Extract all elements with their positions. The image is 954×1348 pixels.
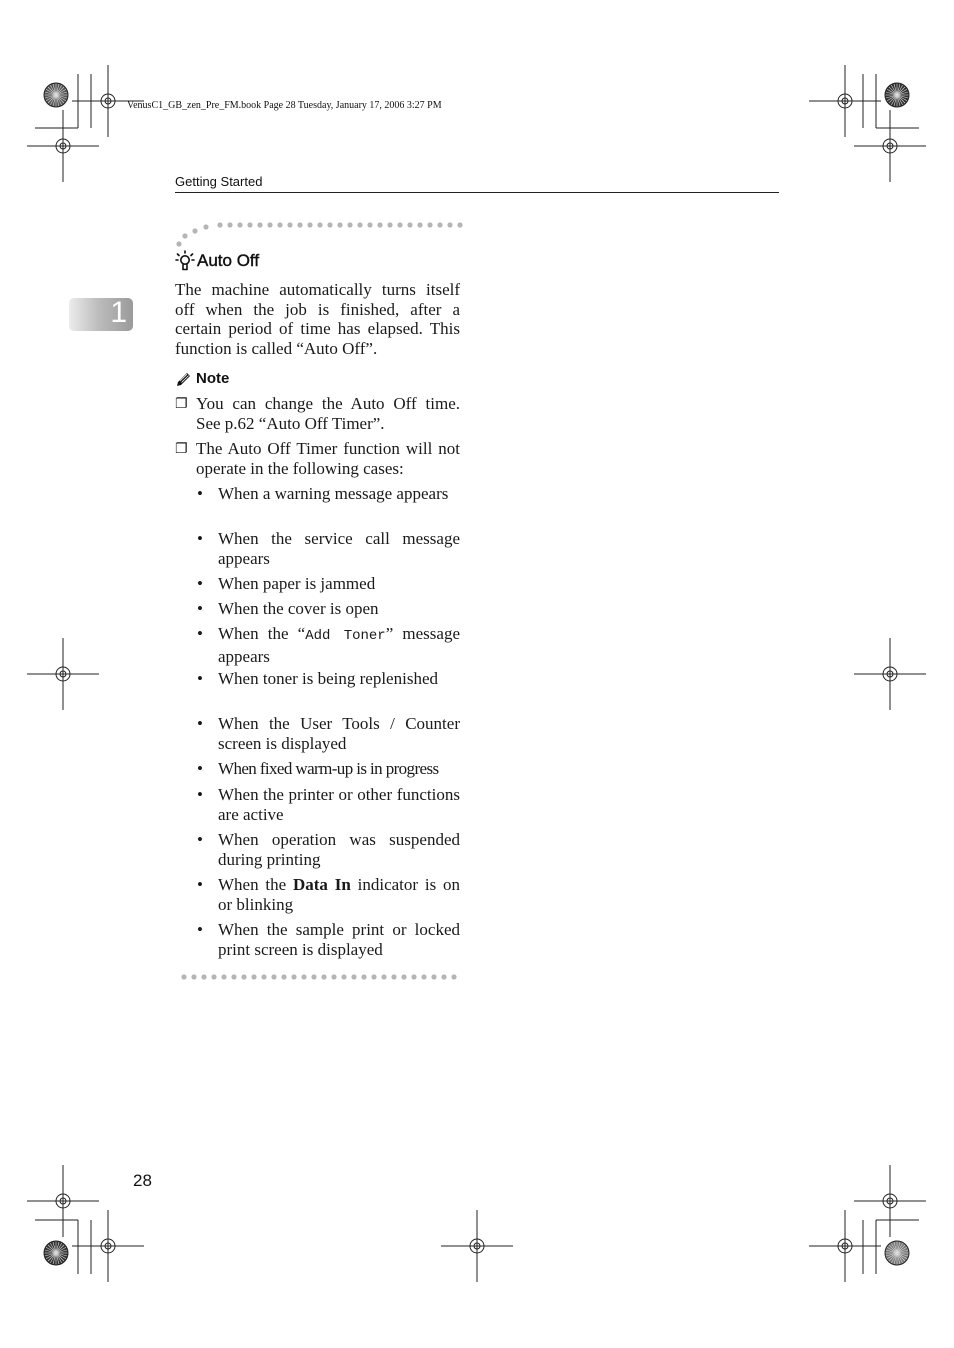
crosshair-mark (27, 110, 99, 182)
bullet-icon: • (197, 785, 203, 804)
header-rule (175, 192, 779, 193)
crosshair-mark (809, 1210, 881, 1282)
border-dot (441, 974, 446, 979)
border-dot (397, 222, 402, 227)
border-dot (267, 222, 272, 227)
border-dot (201, 974, 206, 979)
list-item (197, 785, 460, 824)
tip-title: Auto Off (197, 251, 260, 270)
border-dot (447, 222, 452, 227)
crosshair-mark (809, 65, 881, 137)
border-dot (431, 974, 436, 979)
border-dot (387, 222, 392, 227)
page-number: 28 (133, 1171, 152, 1190)
border-dot (457, 222, 462, 227)
border-dot (321, 974, 326, 979)
bullet-icon: • (197, 624, 203, 643)
indicator-name: Data In (292, 875, 351, 894)
list-item-text: When the service call message appears (218, 529, 460, 568)
list-item (197, 624, 460, 666)
border-dot (227, 222, 232, 227)
tip-paragraph: The machine automatically turns itself off when the job is finished, after a certain period of time has elapsed. This function is called “Auto Off”. (175, 280, 460, 358)
note-item (175, 394, 460, 433)
crosshair-mark (854, 638, 926, 710)
list-item-text: When operation was suspended during printing (218, 830, 460, 869)
border-dot (192, 228, 197, 233)
list-item (197, 714, 460, 753)
note-title: Note (196, 370, 230, 387)
border-dot (317, 222, 322, 227)
border-dot (217, 222, 222, 227)
note-heading (175, 370, 229, 387)
border-dot (381, 974, 386, 979)
list-item (197, 920, 460, 959)
list-item (197, 529, 460, 568)
pencil-icon (175, 371, 193, 387)
chapter-tab (69, 298, 133, 331)
note-item-text: The Auto Off Timer function will not operate in the following cases: (196, 439, 460, 478)
border-dot (237, 222, 242, 227)
list-item-text: When the Data In indicator is on or blinking (218, 875, 461, 914)
crosshair-mark (854, 1165, 926, 1237)
bullet-icon: • (197, 669, 203, 688)
border-dot (417, 222, 422, 227)
bullet-icon: • (197, 759, 203, 778)
list-item (197, 484, 460, 504)
bullet-icon: • (197, 599, 203, 618)
border-dot (211, 974, 216, 979)
bullet-icon: • (197, 830, 203, 849)
border-dot (421, 974, 426, 979)
border-dot (327, 222, 332, 227)
border-dot (437, 222, 442, 227)
note-item-text: You can change the Auto Off time. See p.62 “Auto Off Timer”. (196, 394, 460, 433)
note-item (175, 439, 460, 478)
list-item (197, 875, 460, 914)
checkbox-marker-icon: ❐ (175, 396, 188, 412)
border-dot (427, 222, 432, 227)
border-dot (411, 974, 416, 979)
border-dot (341, 974, 346, 979)
border-dot (367, 222, 372, 227)
border-dot (271, 974, 276, 979)
border-dot (451, 974, 456, 979)
border-dot (182, 233, 187, 238)
rosette-mark (885, 1241, 909, 1265)
rosette-mark (44, 1241, 68, 1265)
crosshair-mark (27, 638, 99, 710)
border-dot (407, 222, 412, 227)
border-dot (337, 222, 342, 227)
border-dot (261, 974, 266, 979)
border-dot (241, 974, 246, 979)
list-item-text: When the sample print or locked print screen is displayed (218, 920, 460, 959)
border-dot (257, 222, 262, 227)
list-item-text: When fixed warm-up is in progress (218, 759, 439, 778)
border-dot (357, 222, 362, 227)
bullet-icon: • (197, 484, 203, 503)
running-header-title: Getting Started (175, 174, 263, 189)
list-item (197, 669, 460, 689)
list-item (197, 759, 460, 779)
crosshair-mark (72, 1210, 144, 1282)
bullet-icon: • (197, 714, 203, 733)
lightbulb-icon (175, 250, 195, 272)
border-dot (371, 974, 376, 979)
bullet-icon: • (197, 529, 203, 548)
tip-dotted-border-bottom (180, 972, 465, 982)
list-item-text: When the User Tools / Counter screen is displayed (218, 714, 460, 753)
border-dot (331, 974, 336, 979)
border-dot (297, 222, 302, 227)
bullet-icon: • (197, 875, 203, 894)
bullet-icon: • (197, 920, 203, 939)
list-item (197, 599, 460, 619)
tip-dotted-border-top (175, 218, 465, 250)
border-dot (277, 222, 282, 227)
bullet-icon: • (197, 574, 203, 593)
checkbox-marker-icon: ❐ (175, 441, 188, 457)
list-item-text: When the cover is open (218, 599, 379, 618)
list-item-text: When the printer or other functions are active (218, 785, 460, 824)
border-dot (301, 974, 306, 979)
border-dot (351, 974, 356, 979)
crosshair-mark (441, 1210, 513, 1282)
list-item-text: When paper is jammed (218, 574, 376, 593)
list-item-text: When toner is being replenished (218, 669, 438, 688)
print-info-line: VenusC1_GB_zen_Pre_FM.book Page 28 Tuesday, January 17, 2006 3:27 PM (127, 100, 442, 111)
border-dot (251, 974, 256, 979)
border-dot (247, 222, 252, 227)
border-dot (291, 974, 296, 979)
border-dot (231, 974, 236, 979)
border-dot (221, 974, 226, 979)
list-item (197, 830, 460, 869)
list-item-text: When a warning message appears (218, 484, 449, 503)
rosette-mark (885, 83, 909, 107)
crosshair-mark (27, 1165, 99, 1237)
border-dot (307, 222, 312, 227)
border-dot (377, 222, 382, 227)
border-dot (281, 974, 286, 979)
border-dot (176, 241, 181, 246)
border-dot (181, 974, 186, 979)
list-item-text: When the “Add Toner” message appears (218, 624, 460, 666)
border-dot (191, 974, 196, 979)
border-dot (287, 222, 292, 227)
chapter-number: 1 (110, 296, 127, 329)
tip-heading (175, 250, 259, 272)
rosette-mark (44, 83, 68, 107)
border-dot (391, 974, 396, 979)
list-item (197, 574, 460, 594)
border-dot (347, 222, 352, 227)
crosshair-mark (854, 110, 926, 182)
border-dot (311, 974, 316, 979)
border-dot (401, 974, 406, 979)
border-dot (203, 224, 208, 229)
inline-code: Add Toner (305, 628, 386, 644)
border-dot (361, 974, 366, 979)
